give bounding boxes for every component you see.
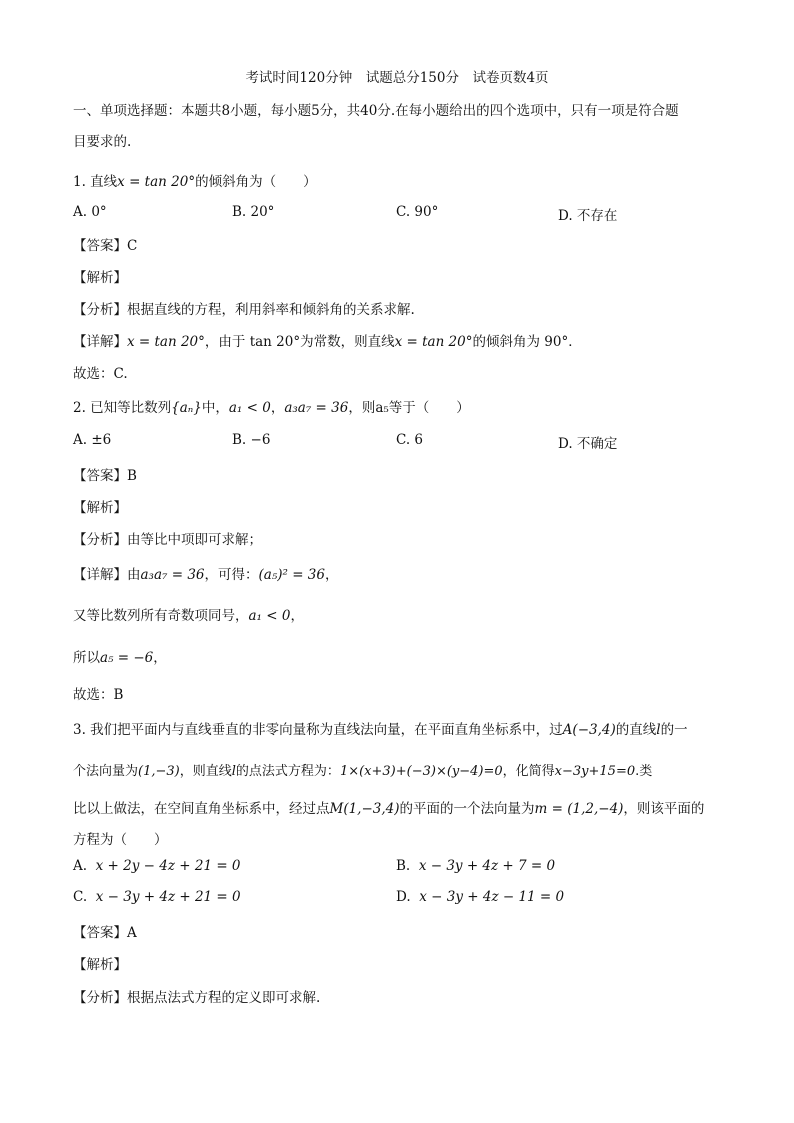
q3-l1-text: 3. 我们把平面内与直线垂直的非零向量称为直线法向量，在平面直角坐标系中，过 [73,722,563,738]
q2-detail [73,563,338,583]
q2-suffix: ，则a₅等于（ ） [348,400,470,416]
q3-stem-line1 [73,718,688,738]
q1-answer: 【答案】C [73,238,138,254]
q3-jiexi: 【解析】 [73,957,127,973]
q1-analysis: 【分析】根据直线的方程，利用斜率和倾斜角的关系求解. [73,302,415,318]
q3-analysis: 【分析】根据点法式方程的定义即可求解. [73,990,321,1006]
q2-mid: 中， [201,400,229,416]
q2-option-c: C. 6 [396,432,424,448]
q2-condition-1: a₁ < 0 [228,400,271,416]
exam-header: 考试时间120分钟 试题总分150分 试卷页数4页 [245,70,549,86]
q2-detail-eq1: a₃a₇ = 36 [140,567,205,583]
q1-detail-tag: 【详解】 [73,334,127,350]
q3-option-c [73,889,241,905]
q3-normal-vector: (1,−3) [138,764,180,779]
q3-option-c-label: C. [73,889,88,905]
q3-option-b-eq: x − 3y + 4z + 7 = 0 [418,858,556,874]
q3-l2-text: 个法向量为 [73,764,139,779]
q3-vector-m: m = (1,2,−4) [534,801,624,817]
q2-option-a: A. ±6 [73,432,112,448]
q3-stem-line2 [73,760,652,779]
q3-l2-text5: .类 [635,764,653,779]
q3-line-l: l [656,722,661,738]
q2-prefix: 2. 已知等比数列 [73,400,172,416]
q2-line3-text: 所以 [73,650,100,666]
q1-detail-eq1: x = tan 20° [127,334,205,350]
q3-l3-text: 比以上做法，在空间直角坐标系中，经过点 [73,801,330,817]
q2-detail-tag: 【详解】由 [73,567,141,583]
q3-l2-text3: 的点法式方程为： [235,764,340,779]
q3-option-d [396,889,564,905]
q1-jiexi: 【解析】 [73,270,127,286]
q3-option-a [73,858,241,874]
q3-point-normal-eq: 1×(x+3)+(−3)×(y−4)=0 [339,764,503,779]
q3-option-a-label: A. [73,858,88,874]
q1-detail-text1: ，由于 tan 20°为常数，则直线 [204,334,395,350]
q2-stem [73,396,470,416]
q3-l3-text3: ，则该平面的 [623,801,705,817]
q2-detail-eq2: (a₅)² = 36 [258,567,325,583]
q3-point-a: A(−3,4) [562,722,616,738]
q2-choose: 故选：B [73,687,124,703]
q2-sep: ， [270,400,285,416]
q1-suffix: 的倾斜角为（ ） [195,174,317,190]
q1-option-c: C. 90° [396,204,439,220]
q3-option-d-label: D. [396,889,411,905]
q3-l2-text4: ，化简得 [502,764,555,779]
q2-answer: 【答案】B [73,468,137,484]
q3-option-a-eq: x + 2y − 4z + 21 = 0 [95,858,241,874]
q2-line2-eq: a₁ < 0 [248,608,291,624]
q3-option-b-label: B. [396,858,411,874]
q3-l2-text2: ，则直线 [179,764,232,779]
q2-line3-tail: ， [153,650,167,666]
q1-option-d: D. 不存在 [558,208,618,224]
q2-option-b: B. −6 [232,432,271,448]
q2-condition-2: a₃a₇ = 36 [284,400,349,416]
q2-detail-text1: ，可得： [204,567,259,583]
q3-simplified-eq: x−3y+15=0 [554,764,636,779]
q3-l1-text3: 的一 [660,722,688,738]
q1-detail-eq2: x = tan 20° [394,334,473,350]
q3-option-c-eq: x − 3y + 4z + 21 = 0 [95,889,241,905]
section-instructions-line1: 一、单项选择题：本题共8小题，每小题5分，共40分.在每小题给出的四个选项中，只有一项是符合题 [73,103,679,119]
q1-detail [73,330,582,350]
q1-stem [73,170,317,190]
q2-line2-text: 又等比数列所有奇数项同号， [73,608,249,624]
q2-line3-eq: a₅ = −6 [100,650,154,666]
q2-line-odd-terms [73,604,304,624]
section-instructions-line2: 目要求的. [73,134,132,150]
q2-detail-text2: ， [324,567,339,583]
q2-analysis: 【分析】由等比中项即可求解； [73,532,262,548]
q1-option-b: B. 20° [232,204,275,220]
q3-stem-line3 [73,797,704,817]
q2-option-d: D. 不确定 [558,436,618,452]
q3-option-d-eq: x − 3y + 4z − 11 = 0 [419,889,565,905]
q3-stem-line4: 方程为（ ） [73,832,168,848]
q2-jiexi: 【解析】 [73,500,127,516]
q3-line-l-2: l [231,764,236,779]
q2-line2-tail: ， [290,608,304,624]
q3-option-b [396,858,555,874]
q1-equation: x = tan 20° [117,174,196,190]
q2-line-conclusion [73,646,167,666]
q2-sequence: {aₙ} [171,400,202,416]
q1-option-a: A. 0° [73,204,107,220]
q3-point-m: M(1,−3,4) [329,801,400,817]
q1-choose: 故选：C. [73,366,128,382]
q3-l1-text2: 的直线 [615,722,657,738]
q1-prefix: 1. 直线 [73,174,118,190]
q3-answer: 【答案】A [73,925,137,941]
q3-l3-text2: 的平面的一个法向量为 [399,801,535,817]
q1-detail-text2: 的倾斜角为 90°． [472,334,582,350]
